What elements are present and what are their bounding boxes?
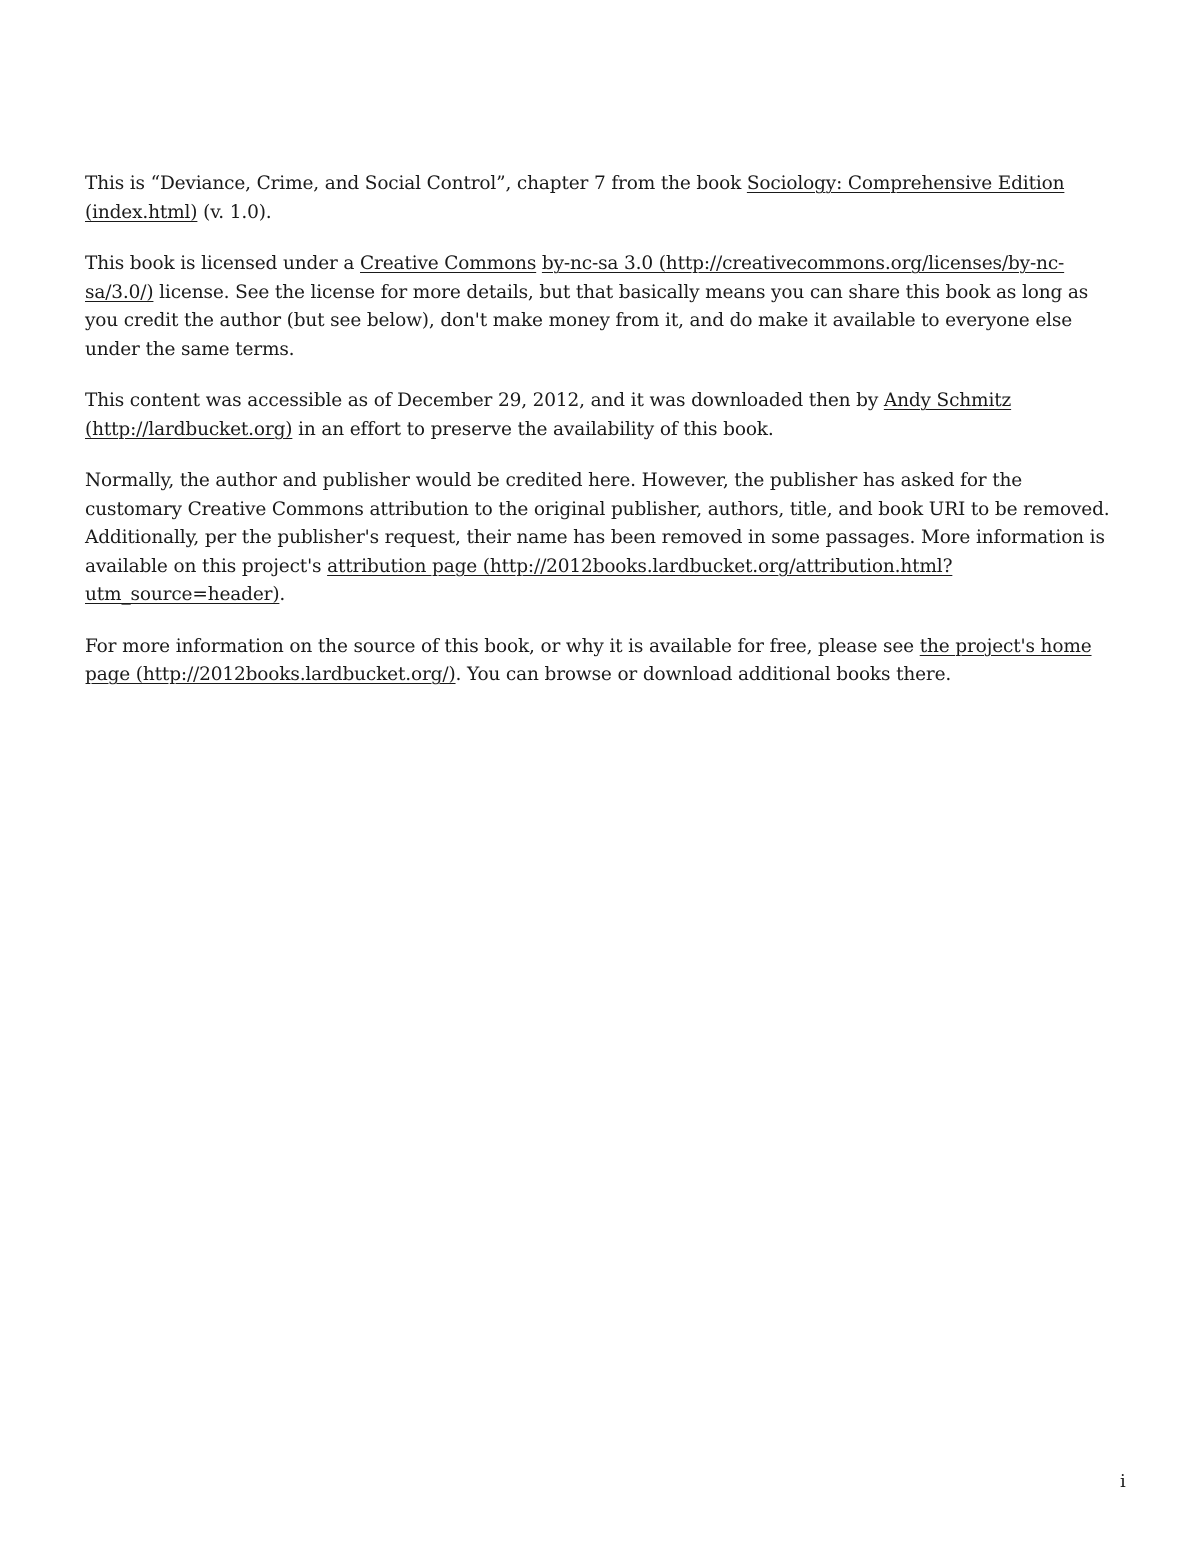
page-number: i [1120, 1471, 1126, 1492]
chapter-source-paragraph [85, 170, 1120, 227]
project-home-link[interactable]: the project's home page (http://2012books.lardbucket.org/) [85, 635, 1092, 685]
attribution-text: Normally, the author and publisher would be credited here. However, the publisher has asked for the customary Creative Commons attribution to the original publisher, authors, title, and book URI to be removed. Additionally, per the publisher's request, their name has been removed in some passages. More information is available on this project's [85, 470, 1110, 577]
attribution-period: . [279, 584, 286, 605]
attribution-paragraph [85, 467, 1120, 610]
browse-text: . You can browse or download additional books there. [455, 664, 952, 685]
front-matter-notice [85, 170, 1120, 713]
creative-commons-link[interactable]: Creative Commons [360, 253, 537, 274]
license-url-link[interactable]: by-nc-sa 3.0 (http://creativecommons.org/licenses/by-nc-sa/3.0/) [85, 253, 1065, 303]
license-intro-text: This book is licensed under a [85, 253, 361, 274]
andy-schmitz-link[interactable]: Andy Schmitz (http://lardbucket.org) [85, 390, 1012, 440]
more-info-text: For more information on the source of this book, or why it is available for free, please see [85, 635, 920, 657]
preservation-text: in an effort to preserve the availability of this book. [292, 418, 774, 440]
download-info-paragraph [85, 387, 1120, 444]
license-paragraph [85, 250, 1120, 364]
attribution-page-link[interactable]: attribution page (http://2012books.lardbucket.org/attribution.html?utm_source=header) [85, 555, 953, 605]
version-text: (v. 1.0). [197, 201, 272, 223]
license-details-text: license. See the license for more details, but that basically means you can share this book as long as you credit the author (but see below), don't make money from it, and do make it available to everyone else under the same terms. [85, 281, 1089, 360]
chapter-source-text: This is “Deviance, Crime, and Social Control”, chapter 7 from the book [85, 173, 747, 194]
more-info-paragraph [85, 633, 1120, 690]
book-index-link[interactable]: Sociology: Comprehensive Edition (index.html) [85, 173, 1065, 223]
download-info-text: This content was accessible as of December 29, 2012, and it was downloaded then by [85, 390, 884, 411]
